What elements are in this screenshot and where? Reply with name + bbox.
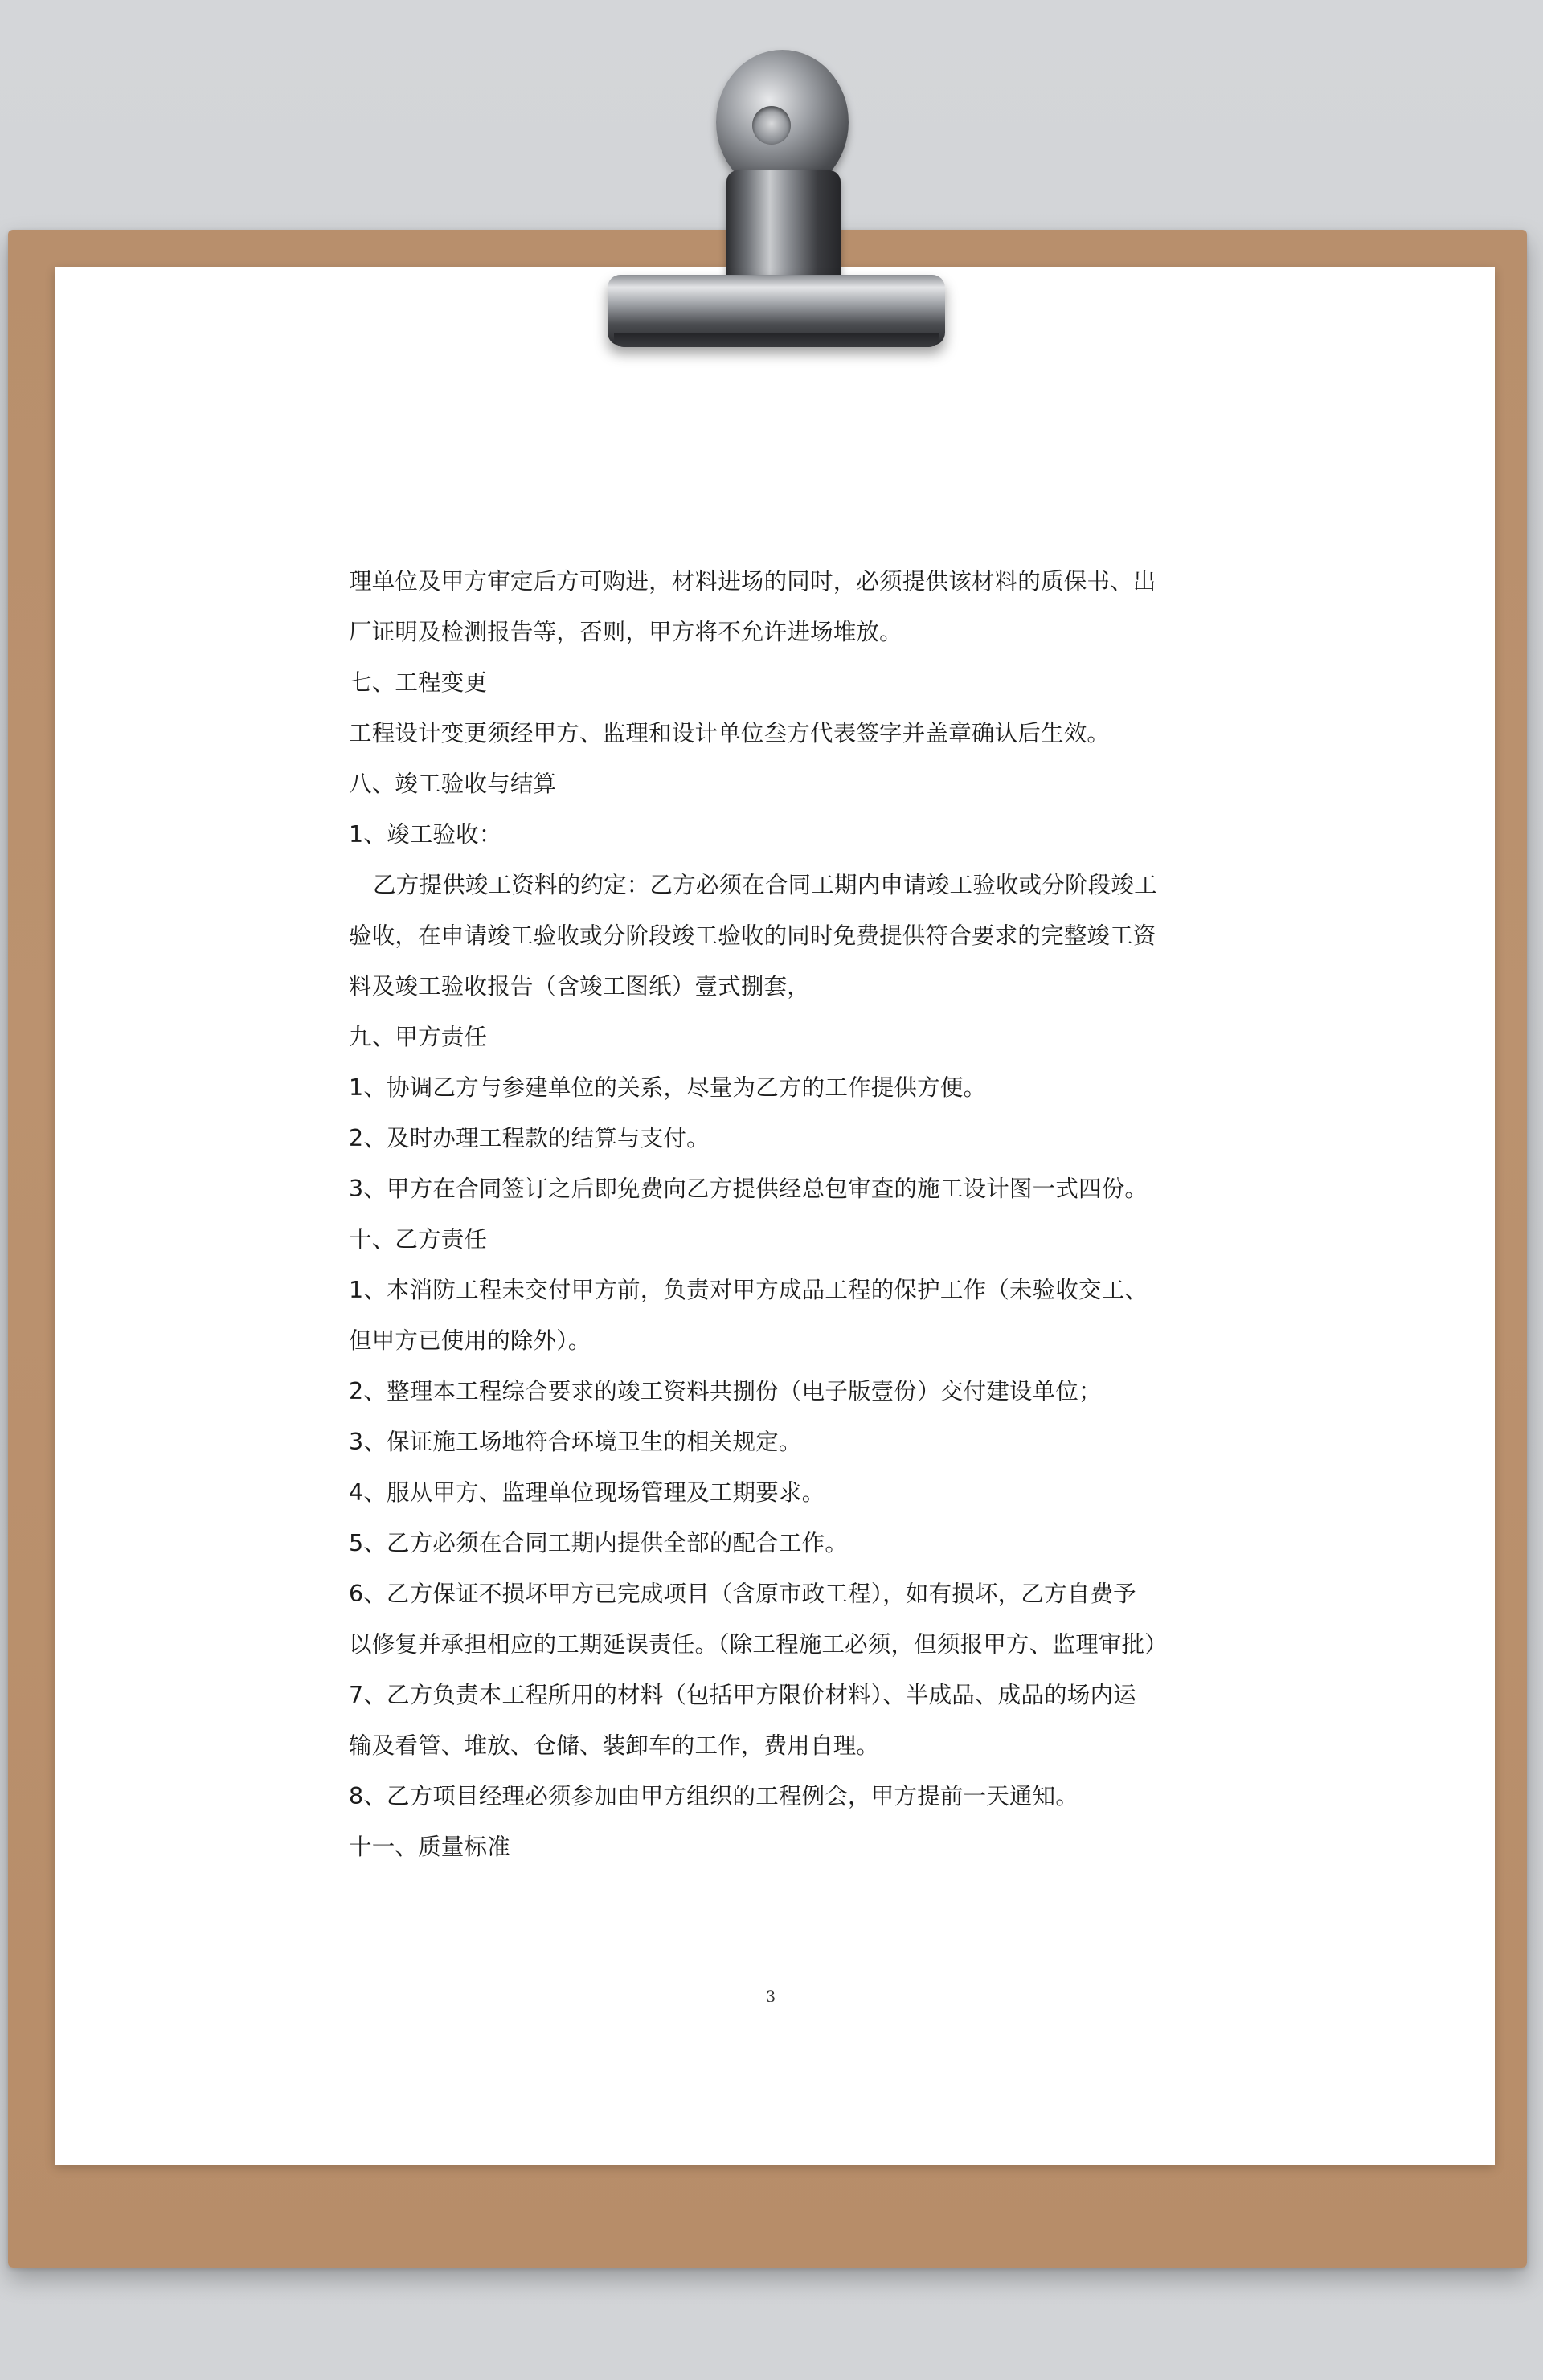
section-heading: 八、竣工验收与结算 bbox=[349, 771, 557, 797]
text-line: 5、乙方必须在合同工期内提供全部的配合工作。 bbox=[349, 1530, 849, 1556]
section-heading: 九、甲方责任 bbox=[349, 1024, 488, 1050]
text-line: 8、乙方项目经理必须参加由甲方组织的工程例会，甲方提前一天通知。 bbox=[349, 1783, 1079, 1810]
clip-jaw-edge bbox=[614, 333, 939, 347]
text-line: 验收，在申请竣工验收或分阶段竣工验收的同时免费提供符合要求的完整竣工资 bbox=[349, 922, 1156, 949]
text-line: 2、及时办理工程款的结算与支付。 bbox=[349, 1125, 710, 1151]
document-body bbox=[349, 556, 1209, 1872]
text-line: 4、服从甲方、监理单位现场管理及工期要求。 bbox=[349, 1479, 825, 1506]
text-line: 输及看管、堆放、仓储、装卸车的工作，费用自理。 bbox=[349, 1732, 880, 1759]
text-line: 理单位及甲方审定后方可购进，材料进场的同时，必须提供该材料的质保书、出 bbox=[349, 568, 1156, 595]
page-number: 3 bbox=[765, 1988, 776, 2006]
text-line: 料及竣工验收报告（含竣工图纸）壹式捌套， bbox=[349, 973, 811, 1000]
text-line: 7、乙方负责本工程所用的材料（包括甲方限价材料）、半成品、成品的场内运 bbox=[349, 1682, 1136, 1708]
text-line: 1、竣工验收： bbox=[349, 821, 502, 848]
text-line: 6、乙方保证不损坏甲方已完成项目（含原市政工程），如有损坏，乙方自费予 bbox=[349, 1581, 1136, 1607]
clip-ring-hole bbox=[752, 106, 791, 145]
text-line: 但甲方已使用的除外）。 bbox=[349, 1327, 591, 1354]
text-line: 工程设计变更须经甲方、监理和设计单位叁方代表签字并盖章确认后生效。 bbox=[349, 720, 1111, 746]
text-line: 3、甲方在合同签订之后即免费向乙方提供经总包审查的施工设计图一式四份。 bbox=[349, 1176, 1148, 1202]
text-line: 乙方提供竣工资料的约定：乙方必须在合同工期内申请竣工验收或分阶段竣工 bbox=[373, 872, 1157, 898]
text-line: 1、本消防工程未交付甲方前，负责对甲方成品工程的保护工作（未验收交工、 bbox=[349, 1277, 1148, 1303]
text-line: 2、整理本工程综合要求的竣工资料共捌份（电子版壹份）交付建设单位； bbox=[349, 1378, 1102, 1405]
binder-clip bbox=[608, 50, 961, 355]
text-line: 3、保证施工场地符合环境卫生的相关规定。 bbox=[349, 1429, 802, 1455]
text-line: 厂证明及检测报告等，否则，甲方将不允许进场堆放。 bbox=[349, 619, 902, 645]
section-heading: 十、乙方责任 bbox=[349, 1226, 488, 1253]
section-heading: 七、工程变更 bbox=[349, 669, 488, 696]
section-heading: 十一、质量标准 bbox=[349, 1834, 510, 1860]
text-line: 1、协调乙方与参建单位的关系，尽量为乙方的工作提供方便。 bbox=[349, 1074, 987, 1101]
text-line: 以修复并承担相应的工期延误责任。（除工程施工必须，但须报甲方、监理审批） bbox=[349, 1631, 1168, 1658]
clip-neck bbox=[726, 170, 841, 283]
